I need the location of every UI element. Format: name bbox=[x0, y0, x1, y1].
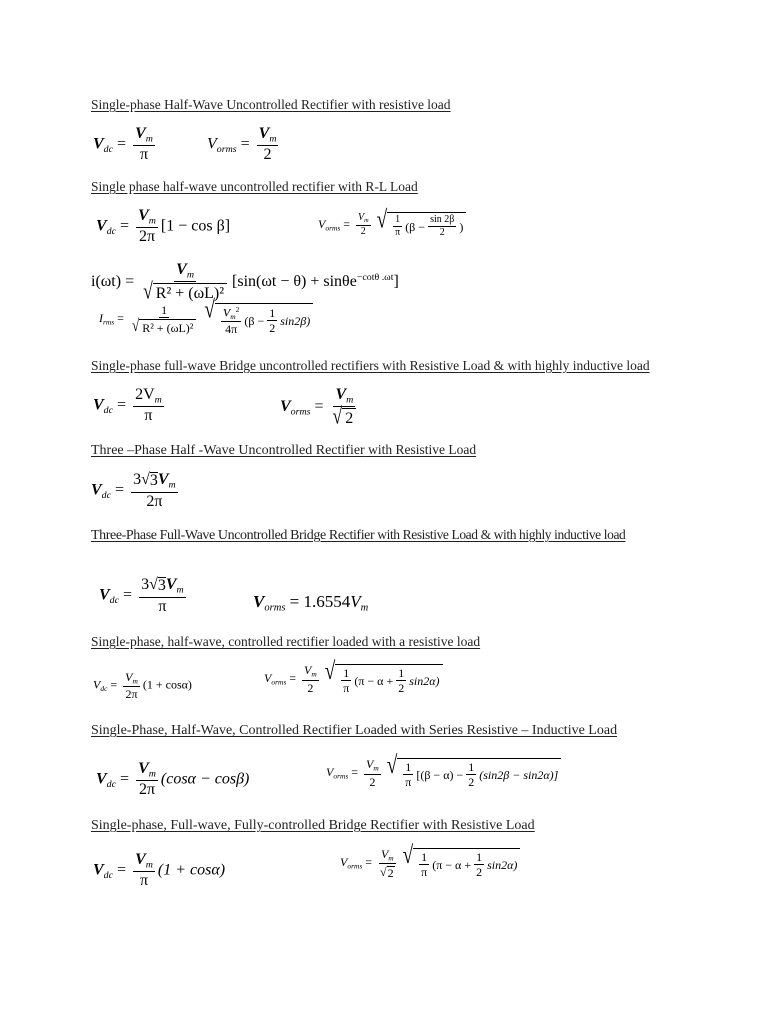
vrms-formula: $V_{orms}$ = $\frac{V_m}{2}$ bbox=[207, 125, 277, 164]
vdc-formula: $V_{dc}$ = $\frac{V_m}{2\pi}$ (cosα − cosβ) bbox=[96, 760, 250, 799]
section-heading: Single phase half-wave uncontrolled rectifier with R-L Load bbox=[91, 179, 418, 194]
vrms-formula: $V_{orms} = 1.6554V_m$ bbox=[253, 592, 369, 614]
section-heading: Three –Phase Half -Wave Uncontrolled Rectifier with Resistive Load bbox=[91, 442, 477, 458]
vrms-formula: $V_{orms}$ = $\frac{V_m}{2}$ √ $\frac{1}{\pi}$ (β − $\frac{\sin 2\beta}{2}$ ) bbox=[318, 212, 466, 238]
vdc-formula: $V_{dc}$ = $\frac{2V_m}{\pi}$ bbox=[93, 386, 162, 425]
vrms-formula: $V_{orms}$ = $\frac{V_m}{2}$ √ $\frac{1}{\pi}$ [(β − α) − $\frac{1}{2}$ (sin2β − sin2α)] bbox=[326, 758, 561, 788]
section-heading: Single-phase Half-Wave Uncontrolled Rectifier with resistive load bbox=[91, 97, 451, 112]
section-heading: Single-phase full-wave Bridge uncontrolled rectifiers with Resistive Load & with highly inductive load bbox=[91, 358, 650, 373]
vdc-formula: $V_{dc}$ = $\frac{V_m}{2\pi}$ [1 − cos β] bbox=[96, 207, 231, 246]
vdc-formula: $V_{dc}$ = $\frac{V_m}{2\pi}$ (1 + cosα) bbox=[93, 670, 192, 702]
vrms-formula: $V_{orms}$ = $V_m$ √ 2 √ $\frac{1}{\pi}$ (π − α + $\frac{1}{2}$ sin2α) bbox=[340, 848, 520, 879]
current-formula: i(ωt) = $V_m$ √ R² + (ωL)² [sin(ωt − θ) + sinθe$^{-cot\theta .\omega t}$] bbox=[91, 261, 399, 304]
section-heading: Single-phase, Full-wave, Fully-controlled Bridge Rectifier with Resistive Load bbox=[91, 818, 535, 833]
irms-formula: $I_{rms}$ = 1 √ R² + (ωL)² √ $\frac{V_m^2}{4\pi}$ (β − $\frac{1}{2}$ sin2β) bbox=[99, 303, 313, 335]
vrms-formula: $V_{orms}$ = $\frac{V_m}{2}$ √ $\frac{1}{\pi}$ (π − α + $\frac{1}{2}$ sin2α) bbox=[264, 664, 443, 694]
vdc-formula: $V_{dc}$ = $\frac{V_m}{\pi}$ bbox=[93, 125, 153, 164]
section-heading: Single-phase, half-wave, controlled rectifier loaded with a resistive load bbox=[91, 634, 481, 649]
vdc-formula: $V_{dc}$ = $\frac{V_m}{\pi}$ (1 + cosα) bbox=[93, 851, 226, 890]
vrms-formula: $V_{orms}$ = $V_m$ √ 2 bbox=[280, 387, 361, 427]
section-heading: Single-Phase, Half-Wave, Controlled Rectifier Loaded with Series Resistive – Inductive Load bbox=[91, 723, 618, 738]
vdc-formula: $V_{dc}$ = 3 √ 3 $V_m$ π bbox=[99, 576, 184, 615]
section-heading: Three-Phase Full-Wave Uncontrolled Bridge Rectifier with Resistive Load & with highly inductive load bbox=[91, 527, 626, 543]
vdc-formula: $V_{dc}$ = 3 √ 3 $V_m$ 2π bbox=[91, 471, 176, 510]
